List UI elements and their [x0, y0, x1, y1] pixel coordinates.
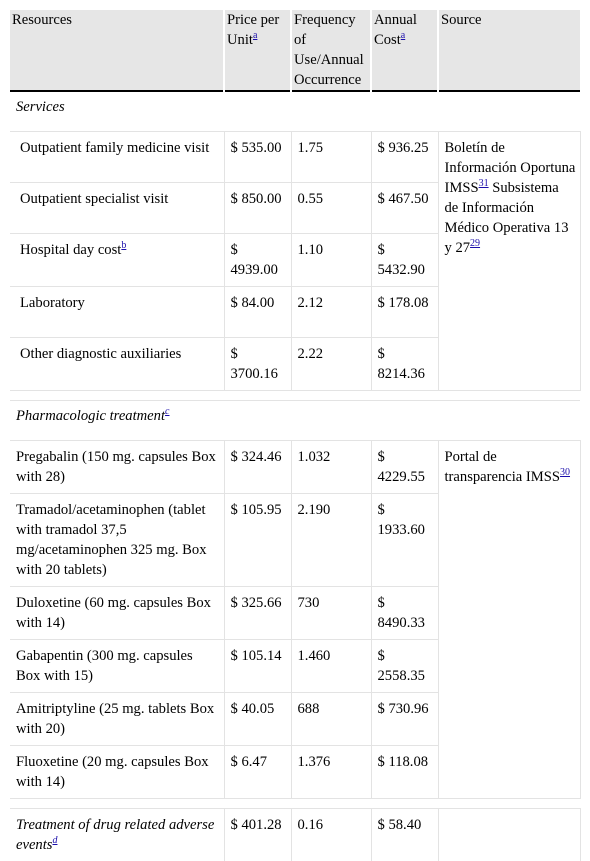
price-cell: $ 6.47	[224, 746, 291, 799]
annual-cost-cell: $ 118.08	[371, 746, 438, 799]
resource-name: Outpatient family medicine visit	[10, 132, 224, 183]
price-cell: $ 324.46	[224, 441, 291, 494]
resource-name: Pregabalin (150 mg. capsules Box with 28)	[10, 441, 224, 494]
source-cell: Boletín de Información Oportuna IMSS$^{31}$ Subsistema de Información Médico Operativa 13 y 27$^{29}$	[438, 132, 580, 391]
frequency-cell: 730	[291, 587, 371, 640]
header-frequency: Frequency of Use/Annual Occurrence	[291, 10, 371, 91]
section-row-services	[10, 91, 580, 132]
frequency-cell: 0.55	[291, 183, 371, 234]
header-row	[10, 10, 580, 91]
footnote-link[interactable]: c	[165, 406, 169, 417]
price-cell: $ 3700.16	[224, 338, 291, 391]
header-resources: Resources	[10, 10, 224, 91]
spacer-row	[10, 799, 580, 809]
section-title: Services	[10, 91, 580, 132]
frequency-cell: 2.190	[291, 494, 371, 587]
resource-name: Laboratory	[10, 287, 224, 338]
spacer-row	[10, 391, 580, 401]
header-price: Price per Unit$^a$	[224, 10, 291, 91]
frequency-cell: 1.75	[291, 132, 371, 183]
resource-name: Duloxetine (60 mg. capsules Box with 14)	[10, 587, 224, 640]
resource-name: Amitriptyline (25 mg. tablets Box with 20)	[10, 693, 224, 746]
price-cell: $ 401.28	[224, 809, 291, 861]
reference-link[interactable]: 31	[479, 178, 489, 189]
footnote-link[interactable]: b	[121, 240, 126, 251]
frequency-cell: 1.032	[291, 441, 371, 494]
resource-name: Hospital day cost$^b$	[10, 234, 224, 287]
annual-cost-cell: $ 178.08	[371, 287, 438, 338]
frequency-cell: 2.22	[291, 338, 371, 391]
resource-name: Gabapentin (300 mg. capsules Box with 15)	[10, 640, 224, 693]
annual-cost-cell: $ 2558.35	[371, 640, 438, 693]
footnote-link[interactable]: a	[401, 30, 405, 41]
section-title: Pharmacologic treatment$^c$	[10, 401, 580, 441]
price-cell: $ 105.14	[224, 640, 291, 693]
header-annual-cost: Annual Cost$^a$	[371, 10, 438, 91]
source-cell: Portal de transparencia IMSS$^{30}$	[438, 441, 580, 799]
price-cell: $ 84.00	[224, 287, 291, 338]
resource-name: Treatment of drug related adverse events$^d$	[10, 809, 224, 861]
footnote-link[interactable]: a	[253, 30, 257, 41]
price-cell: $ 535.00	[224, 132, 291, 183]
table-row	[10, 132, 580, 183]
annual-cost-cell: $ 4229.55	[371, 441, 438, 494]
frequency-cell: 2.12	[291, 287, 371, 338]
annual-cost-cell: $ 467.50	[371, 183, 438, 234]
footnote-link[interactable]: d	[52, 835, 57, 846]
annual-cost-cell: $ 1933.60	[371, 494, 438, 587]
annual-cost-cell: $ 8214.36	[371, 338, 438, 391]
reference-link[interactable]: 30	[560, 467, 570, 478]
resource-name: Outpatient specialist visit	[10, 183, 224, 234]
annual-cost-cell: $ 730.96	[371, 693, 438, 746]
annual-cost-cell: $ 8490.33	[371, 587, 438, 640]
section-row-pharmacologic	[10, 401, 580, 441]
annual-cost-cell: $ 936.25	[371, 132, 438, 183]
table-row	[10, 809, 580, 861]
price-cell: $ 40.05	[224, 693, 291, 746]
resources-table-container	[10, 10, 580, 861]
frequency-cell: 1.10	[291, 234, 371, 287]
price-cell: $ 105.95	[224, 494, 291, 587]
frequency-cell: 688	[291, 693, 371, 746]
price-cell: $ 4939.00	[224, 234, 291, 287]
annual-cost-cell: $ 5432.90	[371, 234, 438, 287]
resource-name: Other diagnostic auxiliaries	[10, 338, 224, 391]
reference-link[interactable]: 29	[470, 238, 480, 249]
header-source: Source	[438, 10, 580, 91]
price-cell: $ 850.00	[224, 183, 291, 234]
frequency-cell: 1.460	[291, 640, 371, 693]
resources-cost-table	[10, 10, 581, 861]
annual-cost-cell: $ 58.40	[371, 809, 438, 861]
table-row	[10, 441, 580, 494]
resource-name: Fluoxetine (20 mg. capsules Box with 14)	[10, 746, 224, 799]
frequency-cell: 1.376	[291, 746, 371, 799]
price-cell: $ 325.66	[224, 587, 291, 640]
source-cell	[438, 809, 580, 861]
frequency-cell: 0.16	[291, 809, 371, 861]
resource-name: Tramadol/acetaminophen (tablet with tramadol 37,5 mg/acetaminophen 325 mg. Box with 20 tablets)	[10, 494, 224, 587]
